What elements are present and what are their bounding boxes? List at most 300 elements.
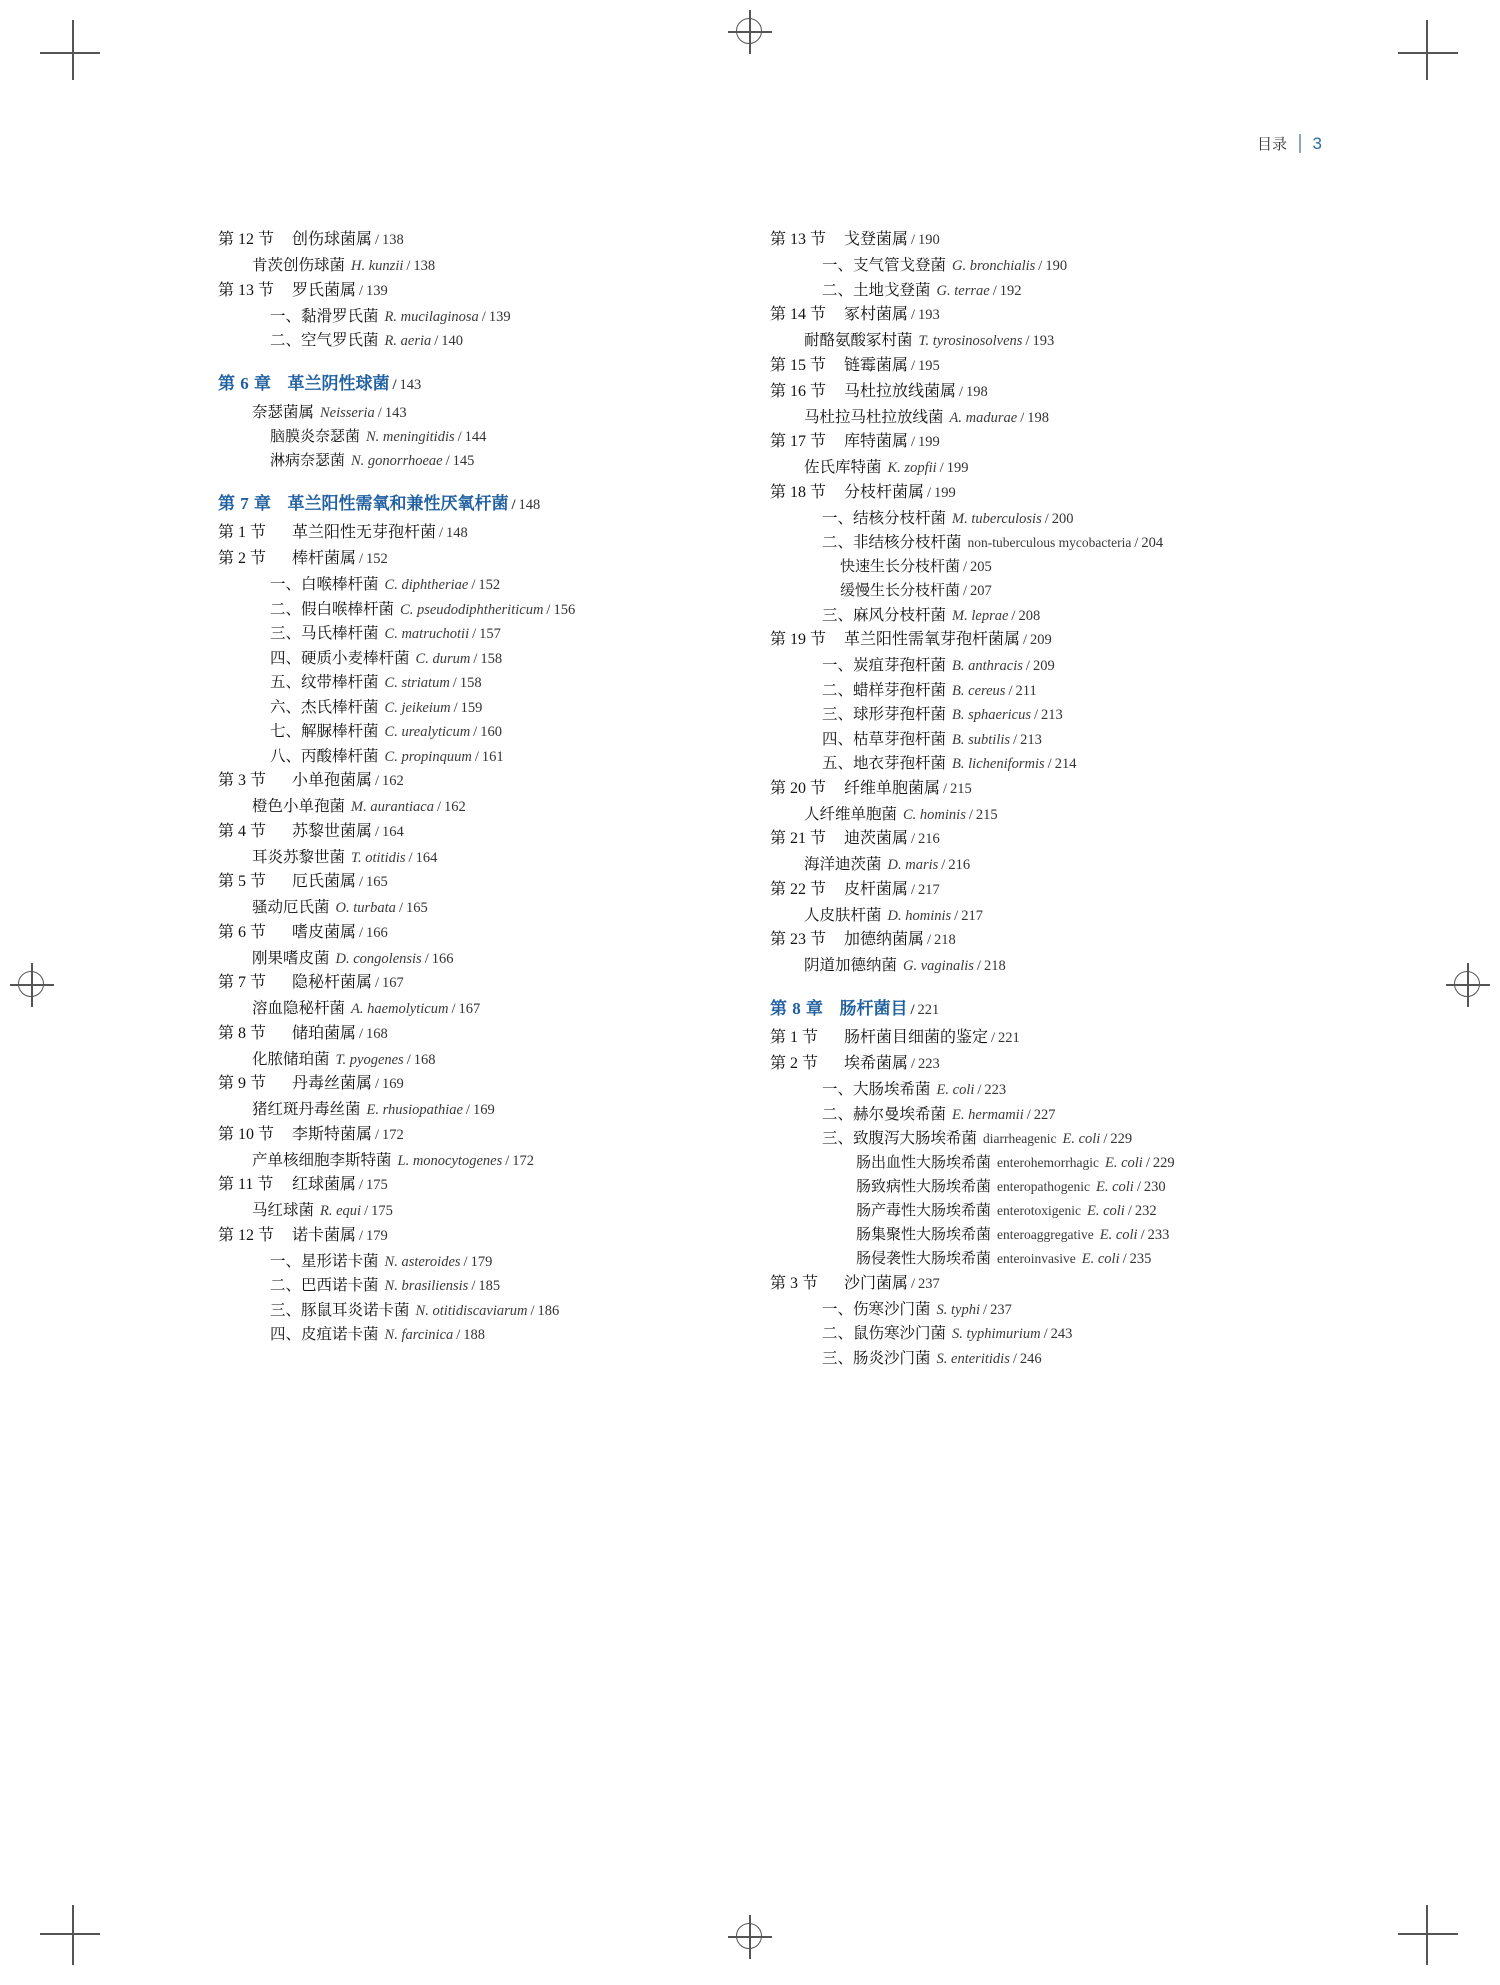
entry-page: 214 [1054,756,1077,772]
entry-title: 刚果嗜皮菌 [252,949,330,967]
section-page: 152 [366,551,388,567]
slash-separator: / [911,831,916,847]
toc-species-entry[interactable] [804,958,1315,974]
toc-subentry[interactable] [270,749,763,765]
slash-separator: / [959,383,964,400]
entry-latin: O. turbata [335,900,396,916]
slash-separator: / [927,484,932,501]
toc-species-entry[interactable] [804,333,1315,349]
slash-separator: / [977,1082,982,1098]
section-title: 肠杆菌目细菌的鉴定 [844,1029,989,1046]
toc-subentry[interactable] [270,602,763,618]
toc-column-right [770,232,1315,1375]
toc-section-entry[interactable] [770,485,1315,501]
entry-title: 肠集聚性大肠埃希菌 [856,1226,992,1243]
entry-page: 227 [1033,1106,1056,1123]
slash-separator: / [474,748,479,765]
entry-latin: E. coli [1095,1178,1134,1195]
toc-sub-subentry[interactable] [856,1180,1315,1195]
toc-section-entry[interactable] [218,925,763,941]
toc-section-entry[interactable] [770,1030,1315,1046]
slash-separator: / [968,806,973,823]
toc-section-entry[interactable] [770,307,1315,323]
slash-separator: / [457,428,462,445]
section-page: 179 [366,1227,388,1244]
toc-sub-subentry[interactable] [856,1252,1315,1267]
toc-section-entry[interactable] [218,874,763,890]
section-page: 138 [382,232,404,248]
slash-separator: / [963,582,968,599]
section-number: 第 23 节 [770,931,827,948]
entry-title: 蜡样芽孢杆菌 [853,681,947,699]
section-title: 革兰阳性无芽孢杆菌 [292,524,437,541]
entry-latin: E. coli [1086,1202,1125,1219]
slash-separator: / [546,601,551,618]
toc-subentry[interactable] [822,756,1315,772]
list-marker: 一、 [822,1300,854,1318]
list-marker: 一、 [822,1081,854,1098]
slash-separator: / [364,1203,369,1219]
toc-subentry[interactable] [270,1303,763,1319]
toc-section-entry[interactable] [218,232,763,248]
section-number: 第 6 节 [218,923,267,941]
toc-subentry[interactable] [822,1131,1315,1147]
entry-latin: B. cereus [952,682,1006,699]
slash-separator: / [406,258,411,274]
toc-subentry[interactable] [270,1327,763,1343]
entry-latin: S. enteritidis [936,1350,1010,1367]
toc-subentry[interactable] [270,675,763,691]
toc-section-entry[interactable] [218,1076,763,1092]
toc-section-entry[interactable] [218,1177,763,1193]
section-page: 139 [366,282,388,299]
toc-section-entry[interactable] [218,824,763,840]
toc-section-entry[interactable] [218,773,763,789]
entry-title: 星形诺卡菌 [301,1252,379,1270]
toc-species-entry[interactable] [252,900,763,916]
toc-section-entry[interactable] [218,283,763,299]
list-marker: 二、 [822,681,854,699]
entry-title: 致腹泻大肠埃希菌 [853,1130,978,1147]
entry-page: 207 [970,582,992,599]
toc-section-entry[interactable] [770,1056,1315,1072]
entry-page: 172 [512,1152,534,1169]
section-number: 第 7 节 [218,974,267,991]
entry-page: 185 [478,1278,501,1294]
toc-subentry[interactable] [822,258,1315,274]
toc-sub-subentry[interactable] [840,584,1315,599]
entry-page: 208 [1018,607,1041,624]
entry-page: 246 [1019,1350,1042,1367]
chapter-number: 第 7 章 [218,493,272,513]
section-number: 第 14 节 [770,306,827,323]
toc-subentry[interactable] [270,724,763,740]
entry-title: 肠出血性大肠埃希菌 [856,1154,992,1171]
toc-chapter-entry[interactable] [218,375,763,393]
section-page: 209 [1030,632,1052,648]
entry-latin: C. propinquum [384,748,472,765]
slash-separator: / [943,780,948,797]
entry-title: 马红球菌 [252,1202,315,1219]
toc-species-entry[interactable] [252,258,763,274]
entry-page: 156 [553,601,576,618]
list-marker: 一、 [270,576,302,593]
toc-subentry[interactable] [822,1082,1315,1098]
entry-page: 179 [470,1253,493,1270]
entry-page: 198 [1027,409,1049,426]
slash-separator: / [359,924,364,941]
toc-subentry[interactable] [270,651,763,667]
toc-species-entry[interactable] [252,951,763,967]
slash-separator: / [452,675,457,691]
section-page: 172 [382,1126,404,1143]
section-page: 169 [382,1076,404,1092]
section-page: 223 [918,1056,940,1072]
toc-species-entry[interactable] [252,850,763,866]
slash-separator: / [1134,535,1139,551]
toc-sub-subentry[interactable] [840,560,1315,575]
toc-subentry[interactable] [270,577,763,593]
list-marker: 五、 [270,674,302,691]
entry-page: 192 [999,282,1022,299]
toc-species-entry[interactable] [252,799,763,815]
slash-separator: / [463,1253,468,1270]
entry-latin: E. coli [1062,1131,1101,1147]
entry-latin: M. leprae [952,607,1009,624]
entry-page: 166 [431,950,454,967]
slash-separator: / [375,1076,380,1092]
toc-subentry[interactable] [822,707,1315,723]
section-page: 148 [446,525,468,541]
entry-title: 巴西诺卡菌 [301,1277,379,1294]
entry-page: 229 [1110,1131,1133,1147]
slash-separator: / [976,958,981,974]
slash-separator: / [1043,1326,1048,1342]
entry-title: 海洋迪茨菌 [804,856,882,873]
entry-page: 144 [464,428,487,445]
toc-section-entry[interactable] [770,358,1315,374]
slash-separator: / [408,849,413,866]
list-marker: 三、 [270,625,302,642]
toc-subentry[interactable] [270,333,763,349]
section-page: 221 [998,1030,1020,1046]
entry-latin: N. farcinica [384,1327,454,1343]
entry-latin: N. gonorrhoeae [351,452,443,469]
list-marker: 一、 [822,257,854,274]
section-title: 加德纳菌属 [844,931,925,948]
section-page: 193 [918,307,940,323]
toc-species-entry[interactable] [270,430,763,445]
entry-latin: N. otitidiscaviarum [415,1302,528,1319]
toc-species-entry[interactable] [804,410,1315,426]
entry-latin: C. striatum [384,675,450,691]
toc-species-entry[interactable] [804,857,1315,873]
entry-title: 土地戈登菌 [853,281,931,299]
entry-title: 快速生长分枝杆菌 [840,558,961,575]
slash-separator: / [1145,1154,1150,1171]
entry-page: 161 [481,748,504,765]
slash-separator: / [453,699,458,716]
list-marker: 三、 [822,1130,854,1147]
entry-title: 大肠埃希菌 [853,1081,931,1098]
toc-section-entry[interactable] [218,1127,763,1143]
entry-title: 杰氏棒杆菌 [301,698,379,716]
slash-separator: / [451,1001,456,1017]
toc-subentry[interactable] [822,732,1315,748]
slash-separator: / [1026,1106,1031,1123]
slash-separator: / [1013,731,1018,748]
entry-page: 216 [948,857,971,873]
entry-title: 支气管戈登菌 [853,257,947,274]
toc-subentry[interactable] [822,511,1315,527]
entry-latin-plain: enterotoxigenic [997,1202,1081,1218]
toc-species-entry[interactable] [252,1203,763,1219]
list-marker: 一、 [270,1252,302,1270]
toc-subentry[interactable] [822,1326,1315,1342]
toc-species-entry[interactable] [804,807,1315,823]
chapter-page: 143 [399,376,422,393]
slash-separator: / [359,1177,364,1193]
toc-subentry[interactable] [822,658,1315,674]
section-title: 嗜皮菌属 [292,923,357,941]
section-title: 厄氏菌属 [292,873,357,890]
entry-latin: H. kunzii [351,258,404,274]
toc-species-entry[interactable] [270,454,763,469]
section-number: 第 12 节 [218,231,275,248]
entry-title: 肠产毒性大肠埃希菌 [856,1202,992,1219]
section-page: 195 [918,357,940,374]
entry-title: 枯草芽孢杆菌 [853,730,947,748]
slash-separator: / [1140,1226,1145,1243]
section-number: 第 16 节 [770,382,827,400]
toc-species-entry[interactable] [252,1052,763,1068]
toc-species-entry[interactable] [252,1001,763,1017]
slash-separator: / [511,496,516,513]
toc-subentry[interactable] [822,683,1315,699]
toc-section-entry[interactable] [770,434,1315,450]
toc-section-entry[interactable] [218,1026,763,1042]
slash-separator: / [359,1025,364,1042]
slash-separator: / [1012,1350,1017,1367]
entry-title: 炭疽芽孢杆菌 [853,657,947,674]
entry-latin: C. hominis [903,806,966,823]
entry-title: 人纤维单胞菌 [804,805,898,823]
entry-page: 162 [444,799,466,815]
toc-section-entry[interactable] [218,1228,763,1244]
slash-separator: / [530,1302,535,1319]
toc-section-entry[interactable] [770,232,1315,248]
toc-subentry[interactable] [822,1351,1315,1367]
toc-subentry[interactable] [822,535,1315,551]
list-marker: 六、 [270,698,302,716]
toc-subentry[interactable] [270,1278,763,1294]
entry-page: 160 [480,724,502,740]
slash-separator: / [456,1327,461,1343]
entry-latin-plain: enteroinvasive [997,1250,1076,1266]
toc-species-entry[interactable] [252,1153,763,1169]
entry-page: 237 [990,1301,1012,1318]
toc-subentry[interactable] [822,608,1315,624]
slash-separator: / [359,551,364,567]
section-number: 第 4 节 [218,822,267,840]
entry-title: 非结核分枝杆菌 [853,534,962,551]
section-page: 168 [366,1025,388,1042]
toc-section-entry[interactable] [770,781,1315,797]
entry-title: 丙酸棒杆菌 [301,747,379,765]
slash-separator: / [375,232,380,248]
toc-species-entry[interactable] [804,460,1315,476]
section-page: 218 [934,932,956,948]
slash-separator: / [465,1102,470,1118]
entry-page: 218 [983,958,1006,974]
section-page: 162 [382,773,404,789]
chapter-page: 221 [917,1001,940,1018]
toc-species-entry[interactable] [252,1102,763,1118]
entry-latin: S. typhimurium [952,1326,1041,1342]
entry-latin-plain: diarrheagenic [983,1131,1057,1146]
entry-latin: L. monocytogenes [397,1152,503,1169]
list-marker: 一、 [270,307,302,325]
slash-separator: / [1136,1178,1141,1195]
entry-title: 马氏棒杆菌 [301,625,379,642]
slash-separator: / [472,626,477,642]
slash-separator: / [910,1001,915,1018]
section-number: 第 13 节 [218,281,275,299]
toc-section-entry[interactable] [218,525,763,541]
entry-title: 纹带棒杆菌 [301,674,379,691]
entry-page: 190 [1045,258,1068,274]
section-page: 198 [966,383,988,400]
entry-page: 209 [1032,658,1055,674]
entry-page: 193 [1032,333,1055,349]
toc-chapter-entry[interactable] [770,1000,1315,1018]
entry-page: 230 [1143,1178,1166,1195]
chapter-number: 第 6 章 [218,373,272,393]
toc-subentry[interactable] [822,1302,1315,1318]
toc-subentry[interactable] [270,1254,763,1270]
entry-title: 赫尔曼埃希菌 [853,1105,947,1123]
entry-title: 解脲棒杆菌 [301,723,379,740]
slash-separator: / [473,650,478,667]
entry-page: 140 [441,333,464,349]
running-head-label: 目录 [1257,137,1288,153]
entry-page: 143 [384,405,407,421]
entry-latin: C. pseudodiphtheriticum [400,601,544,618]
section-title: 创伤球菌属 [292,231,373,248]
toc-subentry[interactable] [822,1107,1315,1123]
entry-page: 139 [488,308,511,325]
slash-separator: / [911,434,916,450]
section-title: 诺卡菌属 [292,1226,357,1244]
entry-title: 肠致病性大肠埃希菌 [856,1178,992,1195]
toc-section-entry[interactable] [770,831,1315,847]
slash-separator: / [481,308,486,325]
toc-section-entry[interactable] [770,384,1315,400]
entry-title: 肠侵袭性大肠埃希菌 [856,1250,992,1267]
section-page: 199 [934,484,956,501]
toc-subentry[interactable] [822,283,1315,299]
slash-separator: / [911,232,916,248]
toc-sub-subentry[interactable] [856,1204,1315,1219]
toc-genus-entry[interactable] [252,405,763,421]
list-marker: 二、 [822,534,854,551]
toc-section-entry[interactable] [770,882,1315,898]
toc-sub-subentry[interactable] [856,1228,1315,1243]
section-number: 第 20 节 [770,779,827,797]
entry-page: 165 [405,900,428,916]
section-title: 链霉菌属 [844,356,909,374]
toc-section-entry[interactable] [770,932,1315,948]
entry-title: 白喉棒杆菌 [301,576,379,593]
section-title: 苏黎世菌属 [292,822,373,840]
toc-sub-subentry[interactable] [856,1156,1315,1171]
entry-page: 164 [415,849,438,866]
toc-subentry[interactable] [270,700,763,716]
toc-section-entry[interactable] [218,975,763,991]
entry-latin: G. terrae [936,282,990,299]
entry-title: 硬质小麦棒杆菌 [301,649,410,667]
section-title: 隐秘杆菌属 [292,974,373,991]
section-number: 第 17 节 [770,433,827,450]
entry-page: 243 [1050,1326,1073,1342]
entry-latin: R. aeria [384,333,432,349]
toc-chapter-entry[interactable] [218,495,763,513]
section-number: 第 12 节 [218,1226,275,1244]
entry-latin: E. coli [1099,1226,1138,1243]
slash-separator: / [1127,1202,1132,1219]
entry-latin: E. coli [1104,1154,1143,1171]
slash-separator: / [927,932,932,948]
section-number: 第 3 节 [218,772,267,789]
entry-title: 溶血隐秘杆菌 [252,1000,346,1017]
entry-page: 167 [458,1001,481,1017]
section-page: 190 [918,232,940,248]
slash-separator: / [1038,258,1043,274]
toc-column-left [218,232,763,1352]
slash-separator: / [375,975,380,991]
entry-page: 229 [1152,1154,1175,1171]
slash-separator: / [424,950,429,967]
list-marker: 四、 [822,730,854,748]
toc-subentry[interactable] [270,626,763,642]
toc-section-entry[interactable] [770,1276,1315,1292]
section-title: 戈登菌属 [844,231,909,248]
section-number: 第 19 节 [770,631,827,648]
entry-latin: E. coli [1081,1250,1120,1267]
list-marker: 四、 [270,649,302,667]
entry-latin: E. rhusiopathiae [366,1102,463,1118]
toc-subentry[interactable] [270,309,763,325]
section-title: 皮杆菌属 [844,880,909,898]
slash-separator: / [359,874,364,890]
entry-title: 假白喉棒杆菌 [301,600,395,618]
entry-title: 鼠伤寒沙门菌 [853,1325,947,1342]
chapter-title: 革兰阳性需氧和兼性厌氧杆菌 [287,493,509,513]
toc-section-entry[interactable] [770,632,1315,648]
slash-separator: / [375,773,380,789]
slash-separator: / [1008,682,1013,699]
section-number: 第 1 节 [218,524,267,541]
entry-latin: T. tyrosinosolvens [918,333,1023,349]
section-title: 迪茨菌属 [844,830,909,847]
slash-separator: / [1047,756,1052,772]
toc-species-entry[interactable] [804,908,1315,924]
toc-section-entry[interactable] [218,551,763,567]
entry-title: 结核分枝杆菌 [853,509,947,527]
entry-page: 232 [1134,1202,1157,1219]
section-number: 第 2 节 [770,1055,819,1072]
entry-page: 213 [1041,707,1063,723]
